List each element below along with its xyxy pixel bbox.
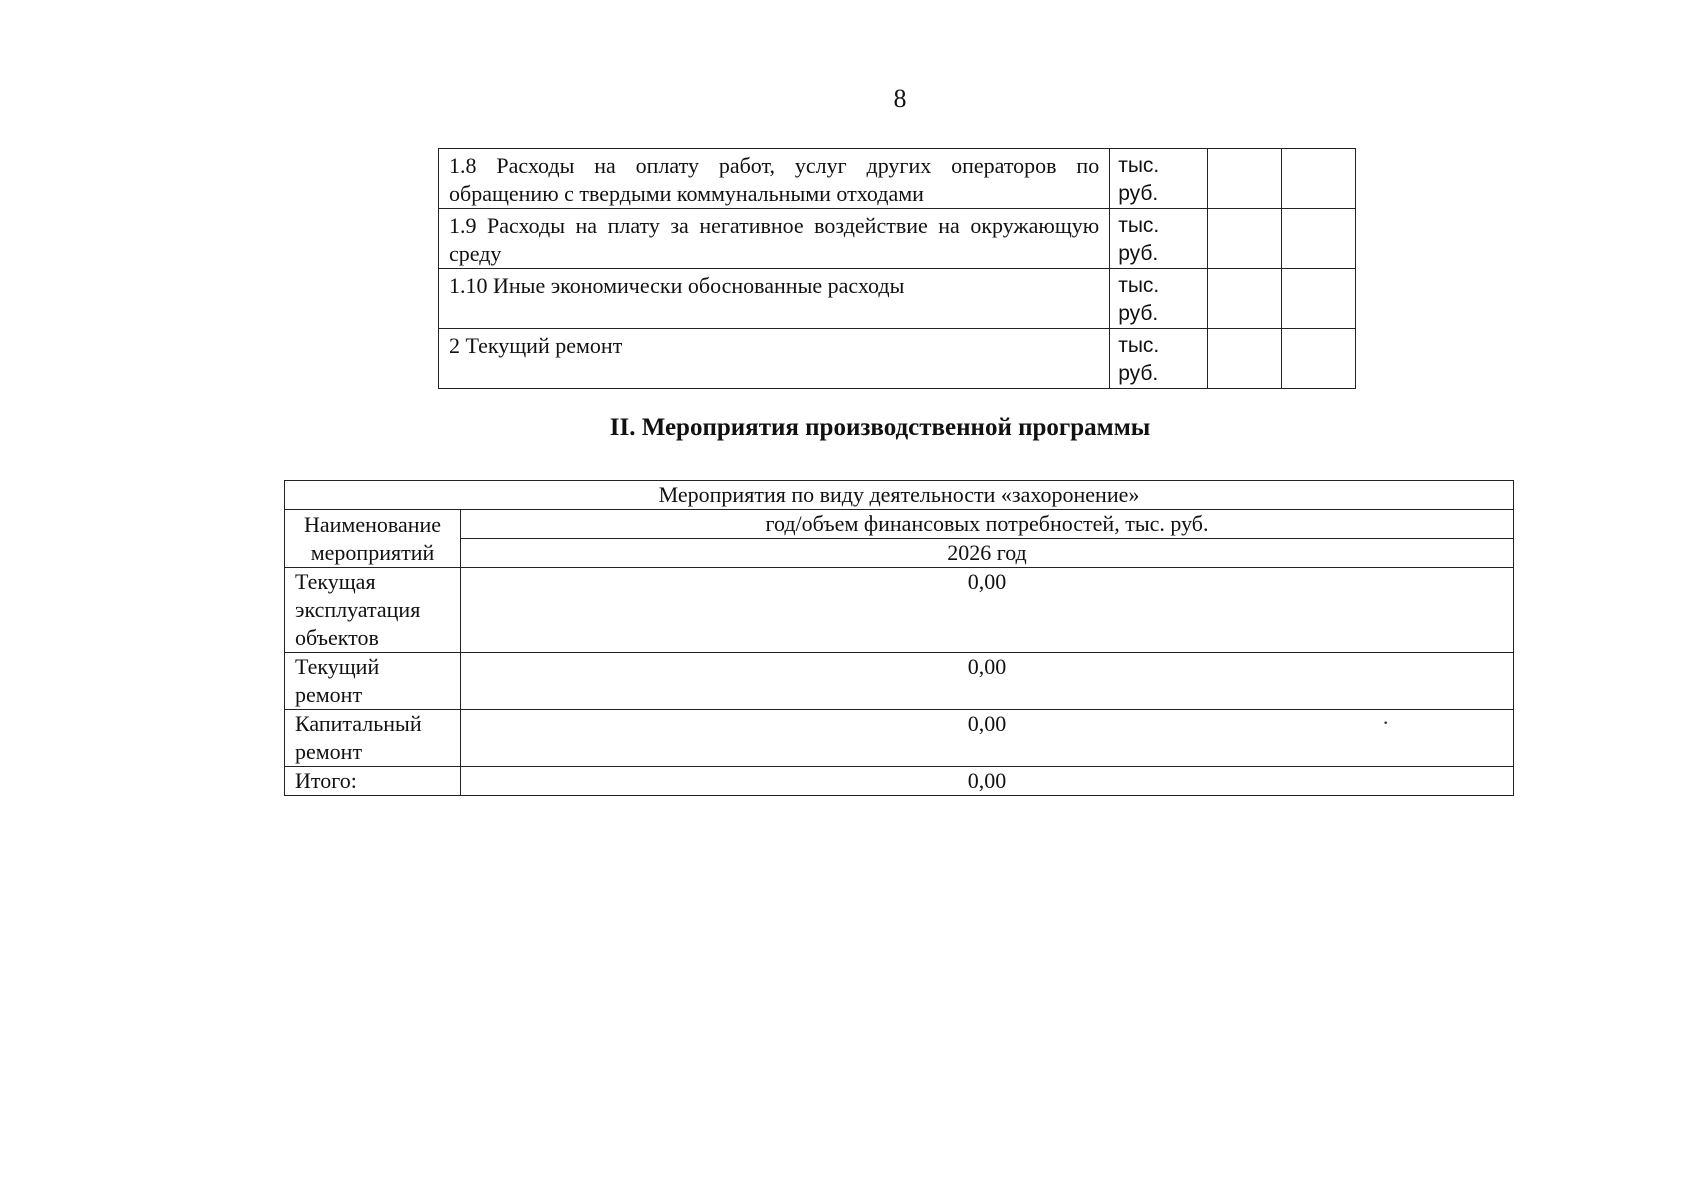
measure-name: Капитальный ремонт bbox=[285, 710, 461, 767]
table-row bbox=[285, 568, 1514, 653]
unit-cell bbox=[1110, 209, 1208, 269]
unit-cell bbox=[1110, 269, 1208, 329]
unit-cell bbox=[1110, 149, 1208, 209]
measure-name: Текущая эксплуатация объектов bbox=[285, 568, 461, 653]
unit-line: тыс. bbox=[1118, 214, 1160, 237]
measures-table bbox=[284, 480, 1514, 796]
unit-line: тыс. bbox=[1118, 274, 1160, 297]
value-cell bbox=[1208, 209, 1282, 269]
measure-value: 0,00 bbox=[461, 653, 1514, 710]
measure-value: 0,00 bbox=[461, 767, 1514, 796]
column-header-name: Наименование мероприятий bbox=[285, 510, 461, 568]
cost-item-cell: 1.8 Расходы на оплату работ, услуг других операторов по обращению с твердыми коммунальными отходами bbox=[439, 149, 1110, 209]
cost-item-cell: 1.9 Расходы на плату за негативное воздействие на окружающую среду bbox=[439, 209, 1110, 269]
unit-cell bbox=[1110, 329, 1208, 389]
table-row bbox=[439, 149, 1356, 209]
unit-line: тыс. bbox=[1118, 334, 1160, 357]
table-row bbox=[439, 209, 1356, 269]
table-caption-row bbox=[285, 481, 1514, 510]
measure-name: Итого: bbox=[285, 767, 461, 796]
table-row bbox=[439, 269, 1356, 329]
table-row bbox=[285, 710, 1514, 767]
page-number: 8 bbox=[893, 84, 907, 113]
scan-speck: · bbox=[1382, 710, 1390, 735]
value-cell bbox=[1208, 149, 1282, 209]
unit-line: руб. bbox=[1118, 242, 1159, 265]
value-cell bbox=[1282, 329, 1356, 389]
value-cell bbox=[1208, 269, 1282, 329]
measure-value: 0,00 bbox=[461, 568, 1514, 653]
table-row bbox=[439, 329, 1356, 389]
unit-line: руб. bbox=[1118, 362, 1159, 385]
cost-table bbox=[438, 148, 1356, 389]
column-header-year: 2026 год bbox=[461, 539, 1514, 568]
table-header-row bbox=[285, 539, 1514, 568]
table-row-total bbox=[285, 767, 1514, 796]
table-header-row bbox=[285, 510, 1514, 539]
cost-item-cell: 1.10 Иные экономически обоснованные расходы bbox=[439, 269, 1110, 329]
unit-line: тыс. bbox=[1118, 154, 1160, 177]
value-cell bbox=[1282, 269, 1356, 329]
section-heading: II. Мероприятия производственной программы bbox=[609, 414, 1151, 441]
unit-line: руб. bbox=[1118, 302, 1159, 325]
value-cell bbox=[1282, 149, 1356, 209]
table-row bbox=[285, 653, 1514, 710]
cost-item-cell: 2 Текущий ремонт bbox=[439, 329, 1110, 389]
unit-line: руб. bbox=[1118, 182, 1159, 205]
value-cell bbox=[1282, 209, 1356, 269]
table-caption: Мероприятия по виду деятельности «захоронение» bbox=[285, 481, 1514, 510]
value-cell bbox=[1208, 329, 1282, 389]
column-header-finance: год/объем финансовых потребностей, тыс. руб. bbox=[461, 510, 1514, 539]
measure-value: 0,00 bbox=[461, 710, 1514, 767]
measure-name: Текущий ремонт bbox=[285, 653, 461, 710]
